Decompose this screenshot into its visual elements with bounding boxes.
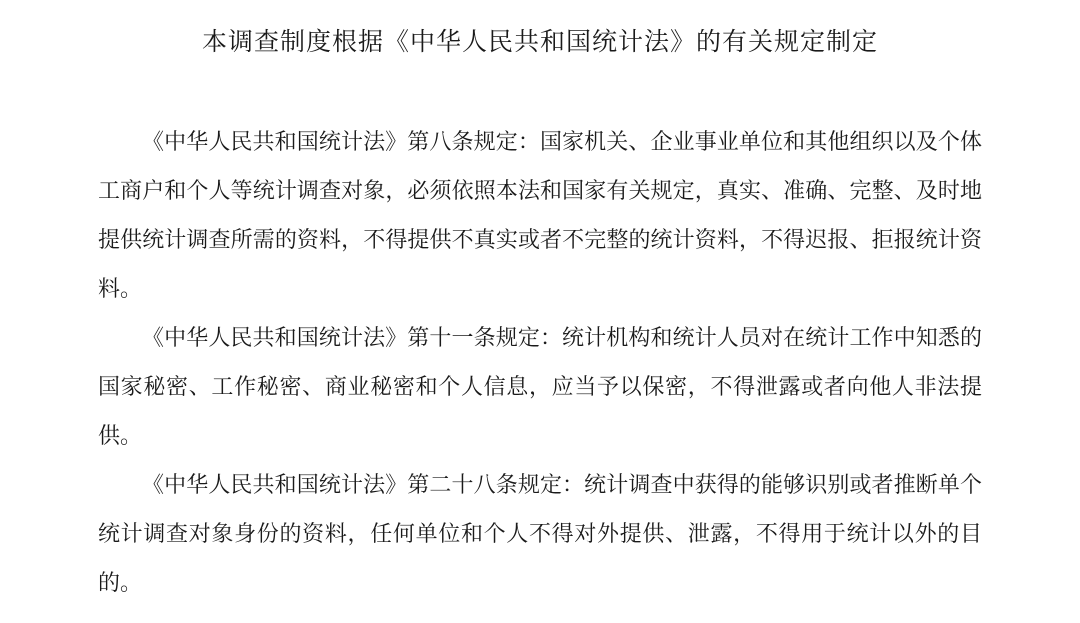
- paragraph-article-11: 《中华人民共和国统计法》第十一条规定：统计机构和统计人员对在统计工作中知悉的国家秘密、工作秘密、商业秘密和个人信息，应当予以保密，不得泄露或者向他人非法提供。: [98, 326, 982, 449]
- document-body: [98, 118, 982, 608]
- document-title: 本调查制度根据《中华人民共和国统计法》的有关规定制定: [201, 27, 878, 56]
- paragraph-article-28: 《中华人民共和国统计法》第二十八条规定：统计调查中获得的能够识别或者推断单个统计调查对象身份的资料，任何单位和个人不得对外提供、泄露，不得用于统计以外的目的。: [98, 473, 982, 596]
- paragraph-article-8: 《中华人民共和国统计法》第八条规定：国家机关、企业事业单位和其他组织以及个体工商户和个人等统计调查对象，必须依照本法和国家有关规定，真实、准确、完整、及时地提供统计调查所需的资料，不得提供不真实或者不完整的统计资料，不得迟报、拒报统计资料。: [98, 130, 982, 302]
